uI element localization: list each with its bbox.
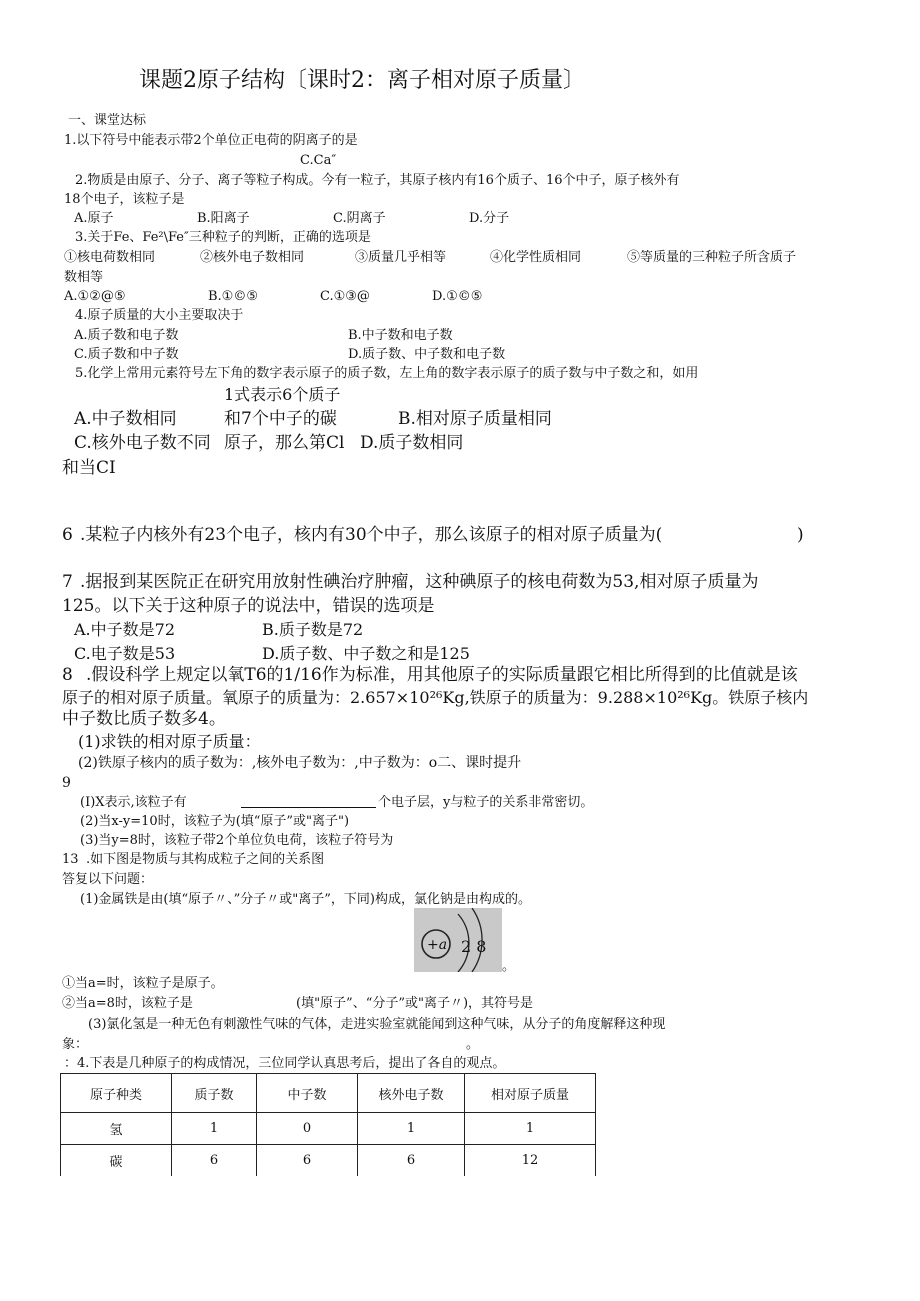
q7-number: 7: [62, 572, 73, 592]
q2-option-d: D.分子: [469, 211, 510, 226]
q13-sub-b-end: (填"原子”、“分子”或"离子〃)，其符号是: [296, 996, 534, 1011]
q6-text: .某粒子内核外有23个电子，核内有30个中子，那么该原子的相对原子质量为(: [80, 525, 663, 545]
q2-option-c: C.阴离子: [333, 211, 386, 226]
table-row: [61, 1145, 596, 1177]
q9-answer-blank: [241, 807, 376, 808]
q8-line1: .假设科学上规定以氧T6的1/16作为标准，用其他原子的实际质量跟它相比所得到的比值就是该: [86, 665, 798, 685]
table-cell: 氢: [61, 1113, 172, 1145]
q8-number: 8: [62, 665, 73, 685]
table-cell: 1: [358, 1113, 465, 1145]
table-header-cell: 中子数: [257, 1074, 358, 1113]
q13-number: 13: [62, 852, 79, 867]
q3-line2: 数相等: [64, 270, 104, 285]
q13-stem: .如下图是物质与其构成粒子之间的关系图: [86, 852, 325, 867]
section-heading: 一、课堂达标: [68, 113, 147, 128]
q7-option-c: C.电子数是53: [74, 644, 176, 663]
q7-line1: .据报到某医院正在研究用放射性碘治疗肿瘤，这种碘原子的核电荷数为53,相对原子质量为: [80, 572, 759, 592]
q4-option-a: A.质子数和电子数: [74, 328, 179, 343]
q3-item-1: ①核电荷数相同: [64, 250, 156, 265]
q8-sub1: (1)求铁的相对原子质量：: [78, 732, 261, 751]
q9-sub3: (3)当y=8时，该粒子带2个单位负电荷，该粒子符号为: [80, 833, 394, 848]
atom-structure-diagram: [414, 908, 502, 972]
q7-option-d: D.质子数、中子数之和是125: [262, 644, 470, 663]
q5-option-b: B.相对原子质量相同: [398, 409, 552, 429]
table-cell: 6: [172, 1145, 257, 1177]
table-cell: 6: [257, 1145, 358, 1177]
q7-line2: 125。以下关于这种原子的说法中，错误的选项是: [62, 596, 435, 616]
q13-sub3-line1: (3)氯化氢是一种无色有刺激性气味的气体，走进实验室就能闻到这种气味，从分子的角度解释这种现: [88, 1017, 666, 1032]
q5-line3-middle: 和7个中子的碳: [224, 409, 337, 429]
q3-stem: 3.关于Fe、Fe²\Fe″三种粒子的判断，正确的选项是: [75, 230, 371, 245]
q14-stem: ：4.下表是几种原子的构成情况，三位同学认真思考后，提出了各自的观点。: [64, 1056, 506, 1071]
q1-stem: 1.以下符号中能表示带2个单位正电荷的阴离子的是: [64, 133, 358, 148]
q5-option-d: D.质子数相同: [360, 433, 464, 453]
q4-option-d: D.质子数、中子数和电子数: [348, 347, 506, 362]
figure-dot: 。: [502, 959, 516, 974]
q13-sub-b-start: ②当a=8时，该粒子是: [62, 996, 193, 1011]
q5-line5: 和当CI: [62, 458, 116, 478]
table-header-cell: 质子数: [172, 1074, 257, 1113]
q8-line3: 中子数比质子数多4。: [62, 709, 226, 729]
q8-line2: 原子的相对原子质量。氧原子的质量为：2.657×10²⁶Kg,铁原子的质量为：9.288×10²⁶Kg。铁原子核内: [62, 688, 809, 707]
q3-item-2: ②核外电子数相同: [200, 250, 305, 265]
q3-item-4: ④化学性质相同: [490, 250, 582, 265]
q1-option-c: C.Ca″: [300, 153, 337, 168]
q13-sub1: (1)金属铁是由(填“原子〃、”分子〃或"离子”，下同)构成，氯化钠是由构成的。: [80, 892, 531, 907]
q9-sub1-start: (I)X表示,该粒子有: [80, 795, 187, 810]
q4-option-b: B.中子数和电子数: [348, 328, 453, 343]
q8-sub2: (2)铁原子核内的质子数为：,核外电子数为：,中子数为：o二、课时提升: [78, 755, 522, 771]
table-header-cell: 核外电子数: [358, 1074, 465, 1113]
table-cell: 1: [172, 1113, 257, 1145]
table-header-row: [61, 1074, 596, 1113]
nucleus-label: +a: [427, 937, 448, 953]
q9-number: 9: [62, 775, 71, 791]
q13-sub-a: ①当a=时，该粒子是原子。: [62, 976, 224, 991]
table-header-cell: 相对原子质量: [465, 1074, 596, 1113]
table-cell: 0: [257, 1113, 358, 1145]
q6-close-paren: ): [797, 525, 804, 545]
q5-option-a: A.中子数相同: [74, 409, 177, 429]
atom-composition-table: [60, 1073, 596, 1176]
q2-option-b: B.阳离子: [197, 211, 250, 226]
table-cell: 6: [358, 1145, 465, 1177]
q7-option-a: A.中子数是72: [74, 620, 176, 639]
q3-item-3: ③质量几乎相等: [355, 250, 447, 265]
q13-line2: 答复以下问题：: [62, 872, 154, 887]
page-title: 课题2原子结构〔课时2：离子相对原子质量〕: [139, 68, 585, 93]
q3-option-c: C.①③@: [320, 289, 370, 304]
q5-line4-middle: 原子，那么第Cl: [224, 433, 345, 453]
q13-sub3-line2: 象：: [62, 1037, 89, 1052]
q4-option-c: C.质子数和中子数: [74, 347, 179, 362]
q3-item-5: ⑤等质量的三种粒子所含质子: [627, 250, 797, 265]
q2-line1: 2.物质是由原子、分子、离子等粒子构成。今有一粒子，其原子核内有16个质子、16个中子，原子核外有: [75, 173, 680, 188]
q3-option-a: A.①②@⑤: [64, 289, 126, 304]
q4-stem: 4.原子质量的大小主要取决于: [75, 308, 244, 323]
table-cell: 碳: [61, 1145, 172, 1177]
q5-option-c: C.核外电子数不同: [74, 433, 211, 453]
table-row: [61, 1113, 596, 1145]
q3-option-b: B.①©⑤: [208, 289, 258, 304]
table-cell: 1: [465, 1113, 596, 1145]
q2-option-a: A.原子: [74, 211, 114, 226]
shell-electron-counts: 2 8: [461, 937, 487, 956]
table-cell: 12: [465, 1145, 596, 1177]
q13-sub3-end: 。: [466, 1037, 480, 1052]
q9-sub2: (2)当x-y=10时，该粒子为(填“原子”或"离子"): [80, 814, 350, 829]
q6-number: 6: [62, 525, 73, 545]
q5-line2: 1式表示6个质子: [224, 385, 341, 404]
q9-sub1-end: 个电子层，y与粒子的关系非常密切。: [378, 795, 594, 810]
q7-option-b: B.质子数是72: [262, 620, 364, 639]
q2-line2: 18个电子，该粒子是: [64, 192, 185, 207]
table-header-cell: 原子种类: [61, 1074, 172, 1113]
q3-option-d: D.①©⑤: [432, 289, 483, 304]
q5-stem: 5.化学上常用元素符号左下角的数字表示原子的质子数，左上角的数字表示原子的质子数与中子数之和，如用: [75, 366, 699, 381]
